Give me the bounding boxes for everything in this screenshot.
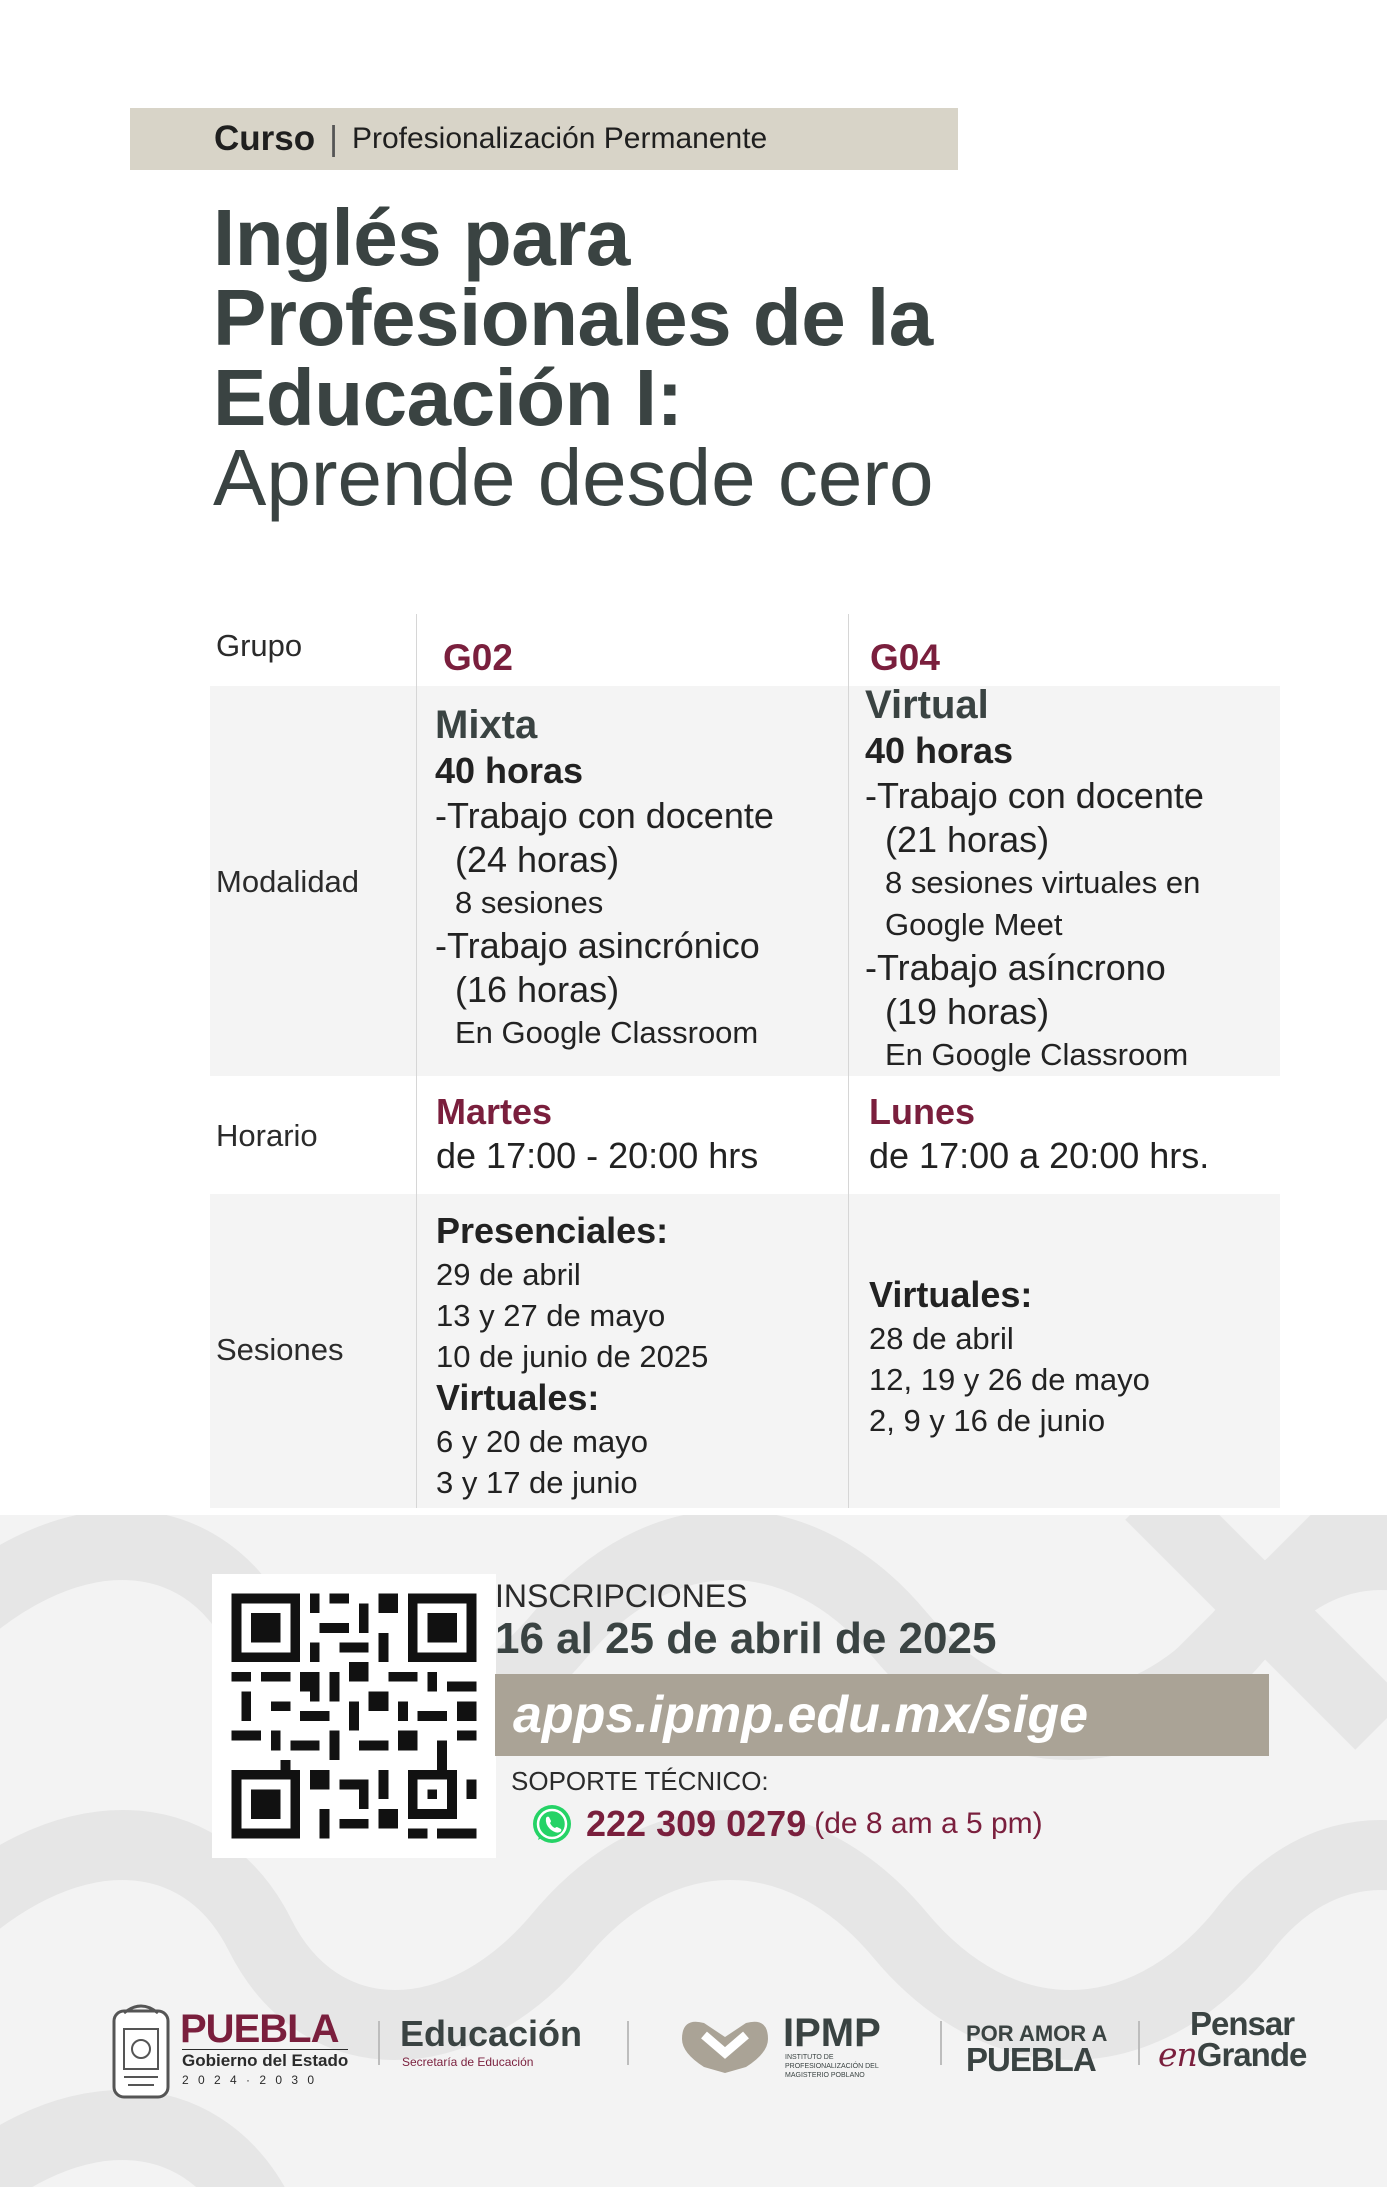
page-title [213,193,1213,442]
total-hours: 40 horas [435,750,584,791]
detail-note: En Google Classroom [885,1037,1189,1072]
registration-label: INSCRIPCIONES [495,1578,748,1614]
horario-g04 [869,1090,1209,1178]
divider: | [329,119,338,158]
class-time: de 17:00 - 20:00 hrs [436,1135,759,1176]
detail-note: Google Meet [885,907,1063,942]
detail-note: 8 sesiones [455,885,604,920]
amor-logo-top: POR AMOR A [966,2021,1108,2046]
detail-sub: (16 horas) [455,969,620,1010]
column-divider [848,614,849,1508]
table-row-sesiones [210,1194,1280,1508]
detail-line: -Trabajo asíncrono [865,947,1166,988]
sesiones-g02: Presenciales: 29 de abril 13 y 27 de mayo 10 de junio de 2025 Virtuales: 6 y 20 de mayo 3 y 17 de junio [436,1210,708,1503]
total-hours: 40 horas [865,730,1014,771]
puebla-logo-subtitle: Gobierno del Estado [182,2051,349,2070]
session-date: 29 de abril [436,1257,581,1292]
page-subtitle: Aprende desde cero [213,433,934,522]
detail-note: 8 sesiones virtuales en [885,865,1201,900]
sesiones-g04: Virtuales: 28 de abril 12, 19 y 26 de mayo 2, 9 y 16 de junio [869,1274,1150,1441]
logo-divider [1138,2021,1140,2065]
title-line: Educación I: [213,353,683,442]
modalidad-g04 [865,682,1280,1076]
detail-line: -Trabajo con docente [435,795,774,836]
sessions-heading: Virtuales [436,1377,588,1418]
sessions-heading: Presenciales [436,1210,657,1251]
session-date: 28 de abril [869,1321,1014,1356]
ipmp-logo-subtitle: INSTITUTO DE PROFESIONALIZACIÓN DEL MAGISTERIO POBLANO [785,2054,879,2079]
session-date: 10 de junio de 2025 [436,1339,709,1374]
ipmp-logo-text: IPMP [783,2011,881,2055]
title-line: Inglés para [213,193,630,282]
group-code: G04 [870,637,940,678]
table-row-horario [210,1076,1280,1194]
ipmp-heart-icon [670,2009,780,2079]
modalidad-g02 [435,702,855,1054]
class-time: de 17:00 a 20:00 hrs. [869,1135,1210,1176]
puebla-logo-text: PUEBLA [180,2007,339,2051]
pensar-logo-bottom [1158,2035,1306,2074]
row-label-horario: Horario [216,1118,318,1153]
detail-sub: (19 horas) [885,991,1050,1032]
pensar-logo-grande: Grande [1196,2036,1307,2073]
group-code: G02 [443,637,513,678]
title-line: Profesionales de la [213,273,933,362]
detail-sub: (21 horas) [885,819,1050,860]
session-date: 13 y 27 de mayo [436,1298,666,1333]
detail-line: -Trabajo asincrónico [435,925,760,966]
pensar-logo-en: en [1158,2035,1197,2074]
detail-line: -Trabajo con docente [865,775,1204,816]
row-label-grupo: Grupo [216,628,303,663]
support-label: SOPORTE TÉCNICO: [511,1766,769,1796]
logo-divider [378,2021,380,2065]
mode-name: Mixta [435,703,538,747]
class-day: Martes [436,1091,553,1132]
support-phone[interactable]: 222 309 0279 [586,1803,807,1844]
support-phone-row[interactable] [530,1802,1043,1846]
qr-code-icon [212,1574,496,1858]
session-date: 3 y 17 de junio [436,1465,638,1500]
row-label-modalidad: Modalidad [216,864,360,899]
horario-g02 [436,1090,758,1178]
table-row-modalidad [210,683,1280,1076]
educacion-logo-subtitle: Secretaría de Educación [402,2055,534,2069]
logo-divider [940,2021,942,2065]
educacion-logo-text: Educación [400,2013,583,2054]
detail-note: En Google Classroom [455,1015,759,1050]
course-program: Profesionalización Permanente [351,122,768,155]
session-date: 2, 9 y 16 de junio [869,1403,1106,1438]
logo-divider [627,2021,629,2065]
whatsapp-icon [530,1802,574,1846]
registration-url-band[interactable] [495,1674,1269,1756]
registration-dates: 16 al 25 de abril de 2025 [495,1614,997,1663]
row-label-sesiones: Sesiones [216,1332,344,1367]
mode-name: Virtual [865,683,989,727]
course-kind: Curso [214,119,316,158]
session-date: 6 y 20 de mayo [436,1424,648,1459]
sessions-heading: Virtuales [869,1274,1021,1315]
session-date: 12, 19 y 26 de mayo [869,1362,1150,1397]
puebla-logo-years: 2 0 2 4 · 2 0 3 0 [182,2073,318,2087]
footer-logos [0,1995,1387,2115]
state-seal-icon [110,2001,172,2101]
course-band [130,108,958,170]
pensar-logo-top: Pensar [1190,2005,1295,2042]
amor-logo-bottom: PUEBLA [966,2041,1096,2078]
registration-url[interactable]: apps.ipmp.edu.mx/sige [513,1686,1089,1744]
qr-code[interactable] [212,1574,496,1858]
support-hours: (de 8 am a 5 pm) [814,1807,1043,1840]
detail-sub: (24 horas) [455,839,620,880]
column-divider [416,614,417,1508]
class-day: Lunes [869,1091,976,1132]
